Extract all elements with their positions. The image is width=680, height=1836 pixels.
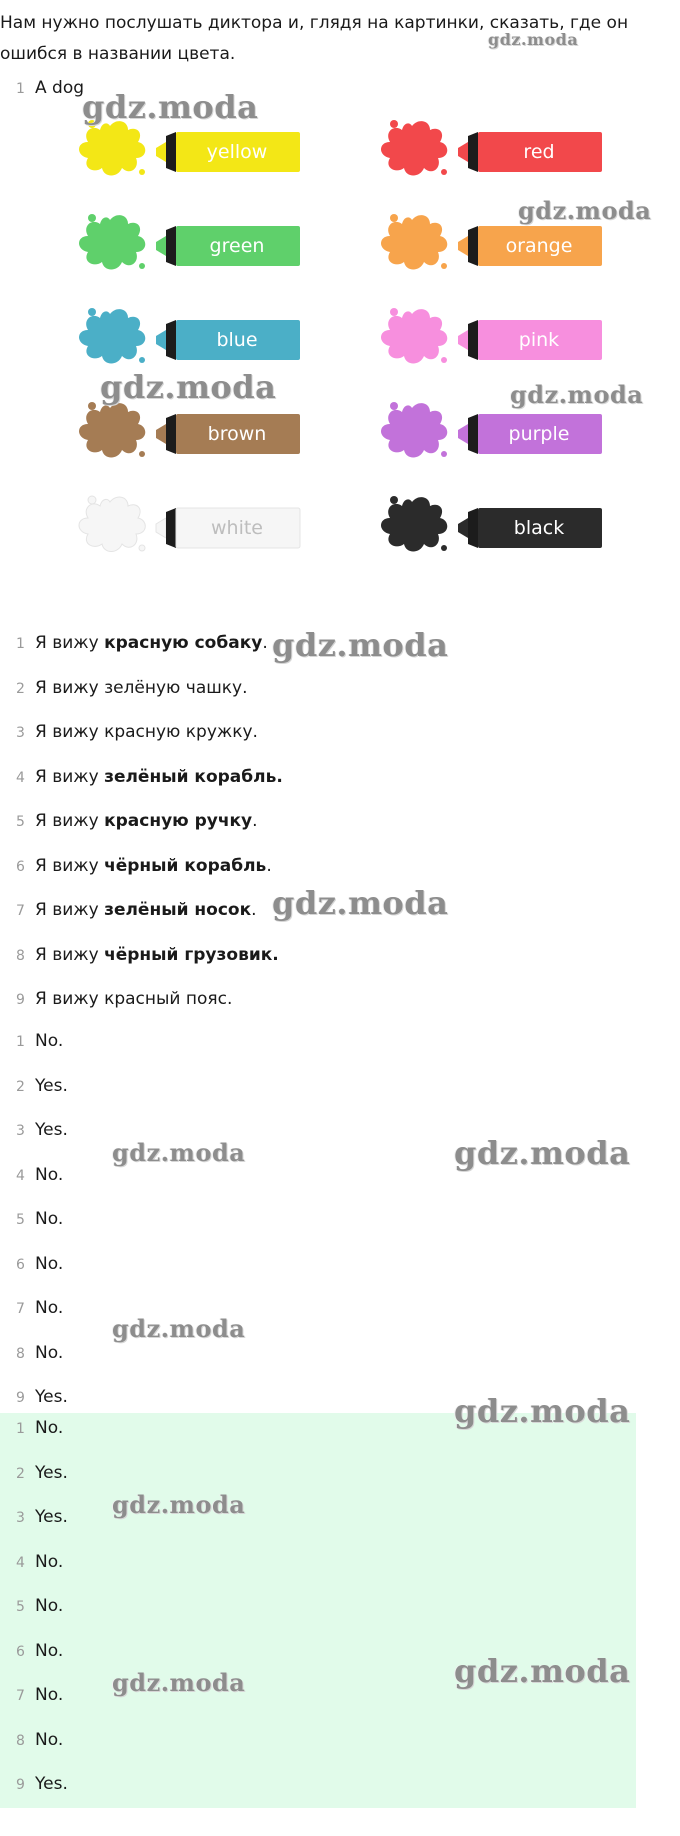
list-item — [16, 1639, 63, 1663]
item-number: 2 — [16, 680, 25, 697]
list-item — [16, 1296, 63, 1320]
item-text: No. — [35, 1209, 64, 1229]
item-number: 3 — [16, 725, 25, 741]
item-text: No. — [35, 1551, 64, 1572]
item-text-bold: чёрный корабль — [104, 855, 267, 876]
item-text-bold: чёрный грузовик. — [104, 944, 279, 965]
watermark: gdz.moda — [454, 1652, 631, 1690]
watermark: gdz.moda — [272, 884, 449, 922]
watermark: gdz.moda — [510, 380, 644, 409]
item-number: 6 — [16, 1256, 25, 1273]
marker-label: white — [211, 517, 263, 539]
item-number: 5 — [16, 814, 25, 830]
watermark: gdz.moda — [112, 1490, 246, 1519]
marker-label: purple — [508, 423, 570, 445]
marker-label: black — [513, 517, 565, 539]
list-item — [16, 854, 272, 878]
item-text: No. — [35, 1031, 64, 1051]
item-number: 8 — [16, 1732, 25, 1749]
marker-label: brown — [207, 423, 267, 445]
item-text: Yes. — [35, 1462, 68, 1483]
item-number: 7 — [16, 1688, 25, 1704]
item-text: No. — [35, 1298, 64, 1318]
list-item — [16, 631, 268, 655]
paint-splat-icon — [381, 496, 447, 552]
color-marker-red — [374, 112, 614, 192]
watermark: gdz.moda — [272, 626, 449, 664]
watermark: gdz.moda — [112, 1668, 246, 1697]
list-item — [16, 765, 283, 789]
list-item — [16, 898, 257, 922]
item-text: No. — [35, 1342, 64, 1363]
item-text-bold: зелёный корабль. — [104, 766, 283, 787]
item-number: 8 — [16, 1345, 25, 1362]
item-number: 4 — [16, 769, 25, 786]
item-text: Я вижу красную кружку. — [35, 722, 258, 742]
watermark: gdz.moda — [488, 30, 579, 49]
item-text: Yes. — [35, 1774, 68, 1794]
color-marker-white — [72, 488, 312, 568]
marker-label: red — [523, 141, 555, 163]
item-text: . — [251, 900, 257, 920]
item-text: . — [266, 855, 272, 876]
paint-splat-icon — [381, 214, 447, 270]
item-text-bold: красную ручку — [104, 811, 253, 831]
list-item — [16, 1505, 68, 1529]
list-item — [16, 676, 248, 700]
item-number: 7 — [16, 903, 25, 919]
item-number: 3 — [16, 1510, 25, 1526]
item-text-bold: зелёный носок — [104, 900, 252, 920]
item-text: No. — [35, 1164, 64, 1185]
intro-text: Нам нужно послушать диктора и, глядя на картинки, сказать, где он ошибся в названии цвета. — [0, 13, 629, 64]
item-text: Я вижу — [35, 944, 105, 965]
item-number: 6 — [16, 858, 25, 875]
marker-label: blue — [216, 329, 258, 351]
item-number: 1 — [16, 81, 25, 97]
item-text: Я вижу красный пояс. — [35, 989, 233, 1009]
list-item — [16, 1163, 63, 1187]
item-number: 4 — [16, 1167, 25, 1184]
item-number: 2 — [16, 1465, 25, 1482]
item-number: 5 — [16, 1599, 25, 1615]
item-text: Я вижу — [35, 811, 105, 831]
list-item — [16, 1252, 63, 1276]
marker-label: pink — [518, 329, 560, 351]
item-text: Я вижу — [35, 766, 105, 787]
paint-splat-icon — [381, 402, 447, 458]
list-item — [16, 1385, 68, 1409]
item-text: Я вижу зелёную чашку. — [35, 677, 248, 698]
item-text: No. — [35, 1685, 64, 1705]
list-item — [16, 1416, 63, 1440]
list-item — [16, 1207, 63, 1231]
item-number: 9 — [16, 1777, 25, 1793]
vocab-title — [16, 76, 84, 101]
item-text: Yes. — [35, 1075, 68, 1096]
item-text: Я вижу — [35, 633, 105, 653]
paint-splat-icon — [79, 214, 145, 270]
item-number: 1 — [16, 1421, 25, 1437]
paint-splat-icon — [79, 402, 145, 458]
item-text: Yes. — [35, 1507, 68, 1527]
item-number: 9 — [16, 992, 25, 1008]
item-text-bold: красную собаку — [104, 633, 263, 653]
list-item — [16, 1074, 68, 1098]
item-number: 1 — [16, 636, 25, 652]
item-number: 8 — [16, 947, 25, 964]
marker-label: green — [209, 235, 265, 257]
list-item — [16, 1341, 63, 1365]
item-text: No. — [35, 1729, 64, 1750]
color-marker-black — [374, 488, 614, 568]
watermark: gdz.moda — [518, 196, 652, 225]
item-text: No. — [35, 1418, 64, 1438]
list-item — [16, 1728, 63, 1752]
list-item — [16, 1550, 63, 1574]
item-number: 5 — [16, 1212, 25, 1228]
color-marker-green — [72, 206, 312, 286]
watermark: gdz.moda — [454, 1392, 631, 1430]
color-marker-brown — [72, 394, 312, 474]
list-item — [16, 809, 258, 833]
watermark: gdz.moda — [454, 1134, 631, 1172]
list-item — [16, 1029, 63, 1053]
marker-label: orange — [505, 235, 573, 257]
list-item — [16, 943, 279, 967]
item-number: 2 — [16, 1078, 25, 1095]
item-text: . — [262, 633, 268, 653]
item-number: 1 — [16, 1034, 25, 1050]
item-text: No. — [35, 1596, 64, 1616]
item-number: 6 — [16, 1643, 25, 1660]
answers-highlight-panel — [0, 1413, 636, 1808]
watermark: gdz.moda — [112, 1314, 246, 1343]
paint-splat-icon — [79, 496, 145, 552]
paint-splat-icon — [79, 308, 145, 364]
list-item — [16, 1772, 68, 1796]
list-item — [16, 1683, 63, 1707]
vocab-title-text: A dog — [35, 78, 85, 98]
list-item — [16, 1118, 68, 1142]
watermark: gdz.moda — [112, 1138, 246, 1167]
item-number: 3 — [16, 1123, 25, 1139]
list-item — [16, 1594, 63, 1618]
watermark: gdz.moda — [82, 88, 259, 126]
item-text: . — [252, 811, 258, 831]
item-text: Я вижу — [35, 900, 105, 920]
item-text: No. — [35, 1640, 64, 1661]
watermark: gdz.moda — [100, 368, 277, 406]
item-number: 4 — [16, 1554, 25, 1571]
item-text: Я вижу — [35, 855, 105, 876]
item-text: Yes. — [35, 1120, 68, 1140]
marker-label: yellow — [206, 141, 268, 163]
item-number: 7 — [16, 1301, 25, 1317]
paint-splat-icon — [79, 120, 145, 176]
paint-splat-icon — [381, 308, 447, 364]
list-item — [16, 987, 232, 1011]
item-text: No. — [35, 1253, 64, 1274]
item-number: 9 — [16, 1390, 25, 1406]
list-item — [16, 1461, 68, 1485]
item-text: Yes. — [35, 1387, 68, 1407]
paint-splat-icon — [381, 120, 447, 176]
list-item — [16, 720, 258, 744]
color-marker-pink — [374, 300, 614, 380]
